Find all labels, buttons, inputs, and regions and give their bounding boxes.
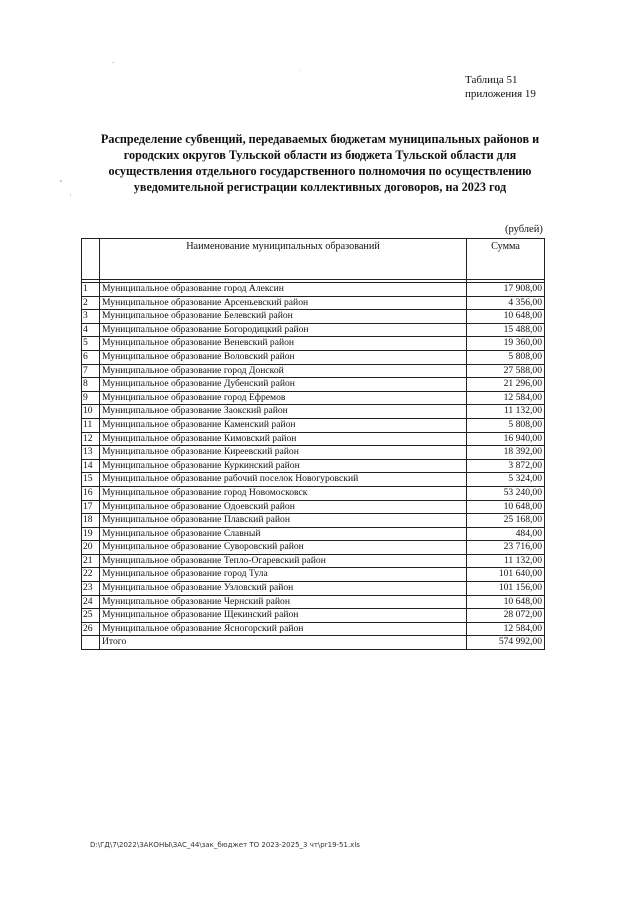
table-row	[82, 432, 545, 446]
distribution-table	[81, 238, 545, 650]
appendix-label: приложения 19	[465, 88, 536, 100]
row-number: 5	[82, 337, 100, 351]
row-number: 21	[82, 554, 100, 568]
row-sum: 5 324,00	[467, 473, 545, 487]
table-row	[82, 310, 545, 324]
row-name: Муниципальное образование Куркинский район	[100, 459, 467, 473]
title-line: Распределение субвенций, передаваемых бюджетам муниципальных районов и	[100, 132, 540, 146]
row-sum: 484,00	[467, 527, 545, 541]
table-row	[82, 337, 545, 351]
table-row	[82, 418, 545, 432]
table-row	[82, 568, 545, 582]
column-header-name: Наименование муниципальных образований	[100, 239, 467, 280]
row-sum: 17 908,00	[467, 283, 545, 297]
scan-speck	[70, 194, 71, 196]
row-name: Муниципальное образование Веневский район	[100, 337, 467, 351]
row-number: 11	[82, 418, 100, 432]
row-number: 10	[82, 405, 100, 419]
table-number: Таблица 51	[465, 74, 518, 86]
row-name: Муниципальное образование Воловский район	[100, 350, 467, 364]
row-name: Муниципальное образование город Донской	[100, 364, 467, 378]
table-body	[82, 283, 545, 636]
scan-speck	[112, 62, 114, 63]
row-name: Муниципальное образование Ясногорский район	[100, 622, 467, 636]
row-sum: 4 356,00	[467, 296, 545, 310]
row-sum: 53 240,00	[467, 486, 545, 500]
row-sum: 21 296,00	[467, 378, 545, 392]
row-sum: 12 584,00	[467, 391, 545, 405]
table-header-row	[82, 239, 545, 280]
row-name: Муниципальное образование Белевский район	[100, 310, 467, 324]
row-number: 3	[82, 310, 100, 324]
row-sum: 10 648,00	[467, 500, 545, 514]
table-row	[82, 350, 545, 364]
row-name: Муниципальное образование Богородицкий район	[100, 323, 467, 337]
document-title	[75, 131, 565, 195]
title-line: осуществления отдельного государственного полномочия по осуществлению	[108, 164, 532, 178]
row-name: Муниципальное образование рабочий поселок Новогуровский	[100, 473, 467, 487]
table-reference	[465, 73, 536, 101]
row-sum: 11 132,00	[467, 405, 545, 419]
table-row	[82, 541, 545, 555]
row-name: Муниципальное образование Дубенский район	[100, 378, 467, 392]
row-number: 25	[82, 609, 100, 623]
table-row	[82, 582, 545, 596]
row-sum: 28 072,00	[467, 609, 545, 623]
table-row	[82, 459, 545, 473]
table-row	[82, 323, 545, 337]
row-sum: 23 716,00	[467, 541, 545, 555]
table-row	[82, 473, 545, 487]
table-row	[82, 486, 545, 500]
row-sum: 11 132,00	[467, 554, 545, 568]
row-name: Муниципальное образование Суворовский район	[100, 541, 467, 555]
table-row	[82, 514, 545, 528]
row-number: 19	[82, 527, 100, 541]
total-row	[82, 636, 545, 650]
row-sum: 101 156,00	[467, 582, 545, 596]
row-sum: 25 168,00	[467, 514, 545, 528]
table-row	[82, 527, 545, 541]
table-row	[82, 446, 545, 460]
row-name: Муниципальное образование Каменский район	[100, 418, 467, 432]
row-name: Муниципальное образование Славный	[100, 527, 467, 541]
table-row	[82, 554, 545, 568]
row-number: 13	[82, 446, 100, 460]
row-number: 4	[82, 323, 100, 337]
row-sum: 12 584,00	[467, 622, 545, 636]
row-name: Муниципальное образование Арсеньевский район	[100, 296, 467, 310]
title-line: уведомительной регистрации коллективных договоров, на 2023 год	[133, 180, 507, 194]
row-name: Муниципальное образование Кимовский район	[100, 432, 467, 446]
units-label: (рублей)	[505, 224, 543, 235]
row-number: 2	[82, 296, 100, 310]
row-number: 1	[82, 283, 100, 297]
row-name: Муниципальное образование Узловский район	[100, 582, 467, 596]
row-name: Муниципальное образование Плавский район	[100, 514, 467, 528]
table-row	[82, 296, 545, 310]
column-header-sum: Сумма	[467, 239, 545, 280]
table-row	[82, 609, 545, 623]
row-number: 7	[82, 364, 100, 378]
row-name: Муниципальное образование Чернский район	[100, 595, 467, 609]
row-sum: 5 808,00	[467, 418, 545, 432]
row-number: 26	[82, 622, 100, 636]
total-label: Итого	[100, 636, 467, 650]
row-name: Муниципальное образование Тепло-Огаревский район	[100, 554, 467, 568]
row-number: 14	[82, 459, 100, 473]
table-row	[82, 364, 545, 378]
row-number: 6	[82, 350, 100, 364]
row-sum: 19 360,00	[467, 337, 545, 351]
row-sum: 27 588,00	[467, 364, 545, 378]
row-number: 8	[82, 378, 100, 392]
row-sum: 5 808,00	[467, 350, 545, 364]
row-name: Муниципальное образование Одоевский район	[100, 500, 467, 514]
table-row	[82, 405, 545, 419]
row-name: Муниципальное образование Щекинский район	[100, 609, 467, 623]
row-sum: 101 640,00	[467, 568, 545, 582]
scan-speck	[60, 180, 62, 182]
row-sum: 18 392,00	[467, 446, 545, 460]
table-row	[82, 283, 545, 297]
row-number: 9	[82, 391, 100, 405]
row-name: Муниципальное образование город Новомосковск	[100, 486, 467, 500]
table-row	[82, 391, 545, 405]
row-sum: 3 872,00	[467, 459, 545, 473]
row-name: Муниципальное образование город Ефремов	[100, 391, 467, 405]
row-number: 20	[82, 541, 100, 555]
row-name: Муниципальное образование Заокский район	[100, 405, 467, 419]
row-number: 17	[82, 500, 100, 514]
row-number: 22	[82, 568, 100, 582]
table-row	[82, 378, 545, 392]
row-number: 12	[82, 432, 100, 446]
row-number: 24	[82, 595, 100, 609]
column-header-number	[82, 239, 100, 280]
row-name: Муниципальное образование город Тула	[100, 568, 467, 582]
total-sum: 574 992,00	[467, 636, 545, 650]
row-sum: 10 648,00	[467, 595, 545, 609]
table-row	[82, 622, 545, 636]
table-row	[82, 500, 545, 514]
row-sum: 16 940,00	[467, 432, 545, 446]
row-number: 18	[82, 514, 100, 528]
row-number: 23	[82, 582, 100, 596]
row-number: 15	[82, 473, 100, 487]
table-row	[82, 595, 545, 609]
row-name: Муниципальное образование город Алексин	[100, 283, 467, 297]
row-sum: 10 648,00	[467, 310, 545, 324]
row-name: Муниципальное образование Киреевский район	[100, 446, 467, 460]
row-sum: 15 488,00	[467, 323, 545, 337]
file-path-footer: D:\ГД\7\2022\ЗАКОНЫ\ЗАС_44\зак_бюджет ТО 2023-2025_3 чт\pr19-51.xls	[90, 841, 360, 849]
scan-speck	[300, 70, 301, 71]
title-line: городских округов Тульской области из бюджета Тульской области для	[123, 148, 517, 162]
row-number: 16	[82, 486, 100, 500]
